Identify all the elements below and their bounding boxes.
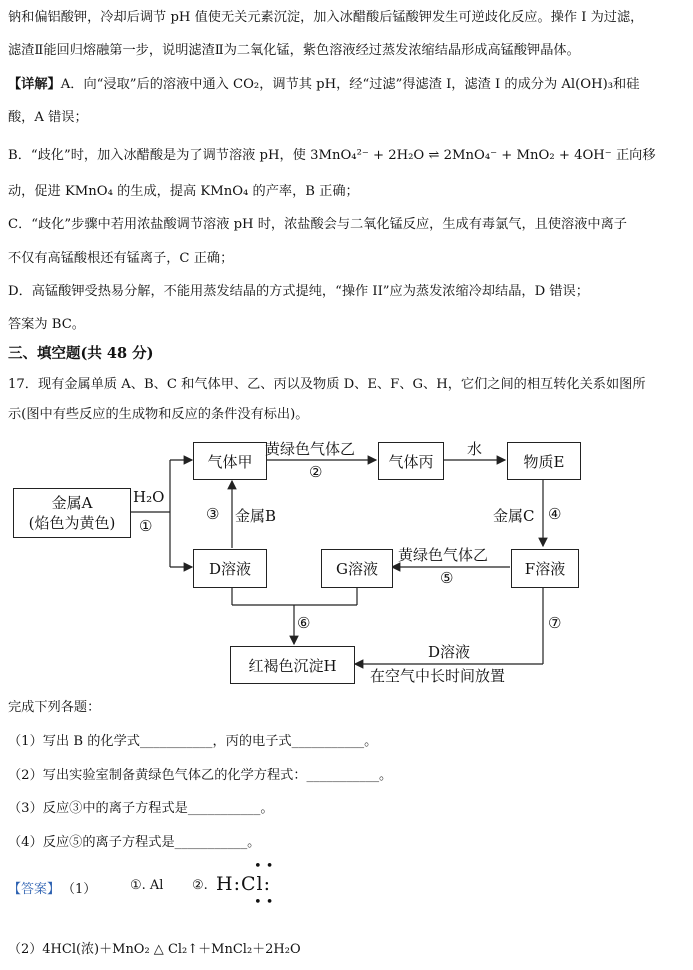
answer-1-b: ②. <box>192 878 208 893</box>
gas-bing-label: 气体丙 <box>388 452 434 471</box>
label-d-solution-2: D溶液 <box>428 643 471 661</box>
label-reaction-4: ④ <box>548 505 562 523</box>
label-reaction-7: ⑦ <box>548 614 562 632</box>
box-gas-bing <box>378 442 444 480</box>
label-metal-c: 金属C <box>493 507 535 525</box>
detail-tag: 【详解】 <box>8 77 61 92</box>
subquestion-3: （3）反应③中的离子方程式是___________。 <box>8 801 274 816</box>
label-yellow-green-gas-1: 黄绿色气体乙 <box>265 440 356 458</box>
answer-tag: 【答案】 <box>8 882 61 897</box>
disproportionation-equation: 3MnO₄²⁻ + 2H₂O ⇌ 2MnO₄⁻ + MnO₂ + 4OH⁻ <box>310 148 612 163</box>
subquestion-4: （4）反应⑤的离子方程式是___________。 <box>8 835 261 850</box>
box-precipitate-h <box>230 646 355 684</box>
text-line-9: D．高锰酸钾受热易分解，不能用蒸发结晶的方式提纯，“操作 II”应为蒸发浓缩冷却结晶，D 错误； <box>8 284 589 299</box>
d-solution-label: D溶液 <box>208 560 252 578</box>
label-metal-b: 金属B <box>235 507 277 525</box>
label-water: 水 <box>467 440 483 458</box>
gas-jia-label: 气体甲 <box>207 452 253 471</box>
text-line-2: 滤渣Ⅱ能回归熔融第一步，说明滤渣Ⅱ为二氧化锰，紫色溶液经过蒸发浓缩结晶形成高锰酸钾晶体。 <box>8 43 580 58</box>
answer-2-equation: （2）4HCl(浓)＋MnO₂ △ Cl₂↑＋MnCl₂＋2H₂O <box>8 942 301 957</box>
box-f-solution <box>511 549 579 588</box>
label-reaction-5: ⑤ <box>440 569 454 587</box>
answer-1-a: ①. Al <box>130 878 164 893</box>
f-solution-label: F溶液 <box>524 560 566 578</box>
task-instruction: 完成下列各题： <box>8 700 101 715</box>
subquestion-1: （1）写出 B 的化学式___________，丙的电子式___________。 <box>8 734 378 749</box>
box-g-solution <box>321 549 393 588</box>
electron-formula-hcl: H:Cl: <box>216 873 271 895</box>
question-17-line-2: 示(图中有些反应的生成物和反应的条件没有标出)。 <box>8 407 309 422</box>
text-line-7: C．“歧化”步骤中若用浓盐酸调节溶液 pH 时，浓盐酸会与二氧化锰反应，生成有毒氯气，且使溶液中离子 <box>8 217 627 232</box>
text-line-1: 钠和偏铝酸钾，冷却后调节 pH 值使无关元素沉淀，加入冰醋酸后锰酸钾发生可逆歧化反应。操作 I 为过滤， <box>8 10 644 25</box>
label-reaction-6: ⑥ <box>297 614 311 632</box>
lone-pair-top: • • <box>254 859 274 874</box>
precipitate-h-label: 红褐色沉淀H <box>248 656 337 675</box>
option-b-text-end: 正向移 <box>615 148 656 163</box>
metal-a-label: 金属A <box>51 494 93 512</box>
label-h2o: H₂O <box>133 488 165 506</box>
text-line-4: 酸，A 错误； <box>8 110 88 125</box>
g-solution-label: G溶液 <box>336 560 378 578</box>
label-yellow-green-gas-2: 黄绿色气体乙 <box>398 546 489 564</box>
substance-e-label: 物质E <box>523 452 565 471</box>
text-line-6: 动，促进 KMnO₄ 的生成，提高 KMnO₄ 的产率，B 正确； <box>8 184 359 199</box>
box-d-solution <box>193 549 267 588</box>
subquestion-2: （2）写出实验室制备黄绿色气体乙的化学方程式：___________。 <box>8 768 393 783</box>
label-reaction-2: ② <box>309 463 323 481</box>
label-air-long-time: 在空气中长时间放置 <box>370 667 506 685</box>
option-b-text: B．“歧化”时，加入冰醋酸是为了调节溶液 pH，使 <box>8 148 306 163</box>
box-metal-a <box>13 488 131 538</box>
question-17-line-1: 17．现有金属单质 A、B、C 和气体甲、乙、丙以及物质 D、E、F、G、H，它们之间的相互转化关系如图所 <box>8 377 646 392</box>
box-substance-e <box>507 442 581 480</box>
text-line-10: 答案为 BC。 <box>8 317 85 332</box>
lone-pair-bottom: • • <box>254 895 274 910</box>
metal-a-note: (焰色为黄色) <box>28 514 116 532</box>
box-gas-jia <box>193 442 267 480</box>
section-heading: 三、填空题(共 48 分) <box>8 345 154 362</box>
text-line-8: 不仅有高锰酸根还有锰离子，C 正确； <box>8 251 234 266</box>
label-reaction-1: ① <box>139 517 153 535</box>
detail-text: A．向“浸取”后的溶液中通入 CO₂，调节其 pH，经“过滤”得滤渣 I，滤渣 I 的成分为 Al(OH)₃和硅 <box>60 77 640 92</box>
answer-1-number: （1） <box>62 882 97 897</box>
label-reaction-3: ③ <box>206 505 220 523</box>
